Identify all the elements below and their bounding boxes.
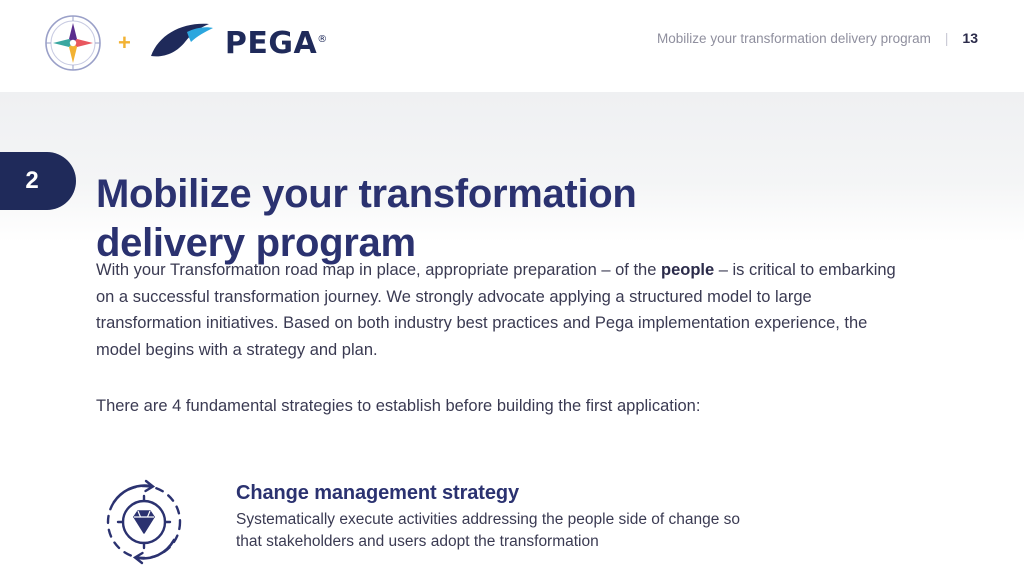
paragraph-1-emphasis: people [660, 261, 715, 279]
slide-header [0, 0, 1024, 92]
diamond-gear-cycle-icon [96, 472, 192, 568]
page-title: Mobilize your transformation delivery program [96, 171, 637, 265]
header-meta [657, 30, 978, 46]
header-logo-group [44, 14, 328, 72]
pega-mark-icon [147, 20, 219, 67]
paragraph-1-part-2: – is critical to embarking on a successful transformation journey. We strongly advocate applying a structured model to large transformation initiatives. Based on both industry best practices and Pega implementation experience, the model begins with a strategy and plan. [96, 261, 896, 360]
star-burst-logo-icon [44, 14, 102, 72]
strategy-list-item [96, 468, 956, 568]
section-number-badge: 2 [0, 152, 76, 210]
header-title: Mobilize your transformation delivery program [657, 30, 931, 46]
paragraph-1 [96, 257, 916, 364]
page-number: 13 [962, 30, 978, 46]
plus-icon: + [118, 30, 131, 55]
paragraph-1-part-1: With your Transformation road map in place, appropriate preparation – of the [96, 261, 661, 279]
strategy-text-block [236, 468, 756, 553]
registered-trademark-icon: ® [317, 33, 328, 45]
strategy-description: Systematically execute activities addressing the people side of change so that stakeholders and users adopt the transformation [236, 511, 741, 550]
pega-wordmark: PEGA® [224, 25, 328, 61]
paragraph-2: There are 4 fundamental strategies to establish before building the first application: [96, 396, 701, 415]
body-copy [96, 257, 916, 420]
header-separator: | [944, 30, 949, 46]
pega-logo [147, 20, 328, 67]
strategy-heading: Change management strategy [236, 482, 520, 504]
